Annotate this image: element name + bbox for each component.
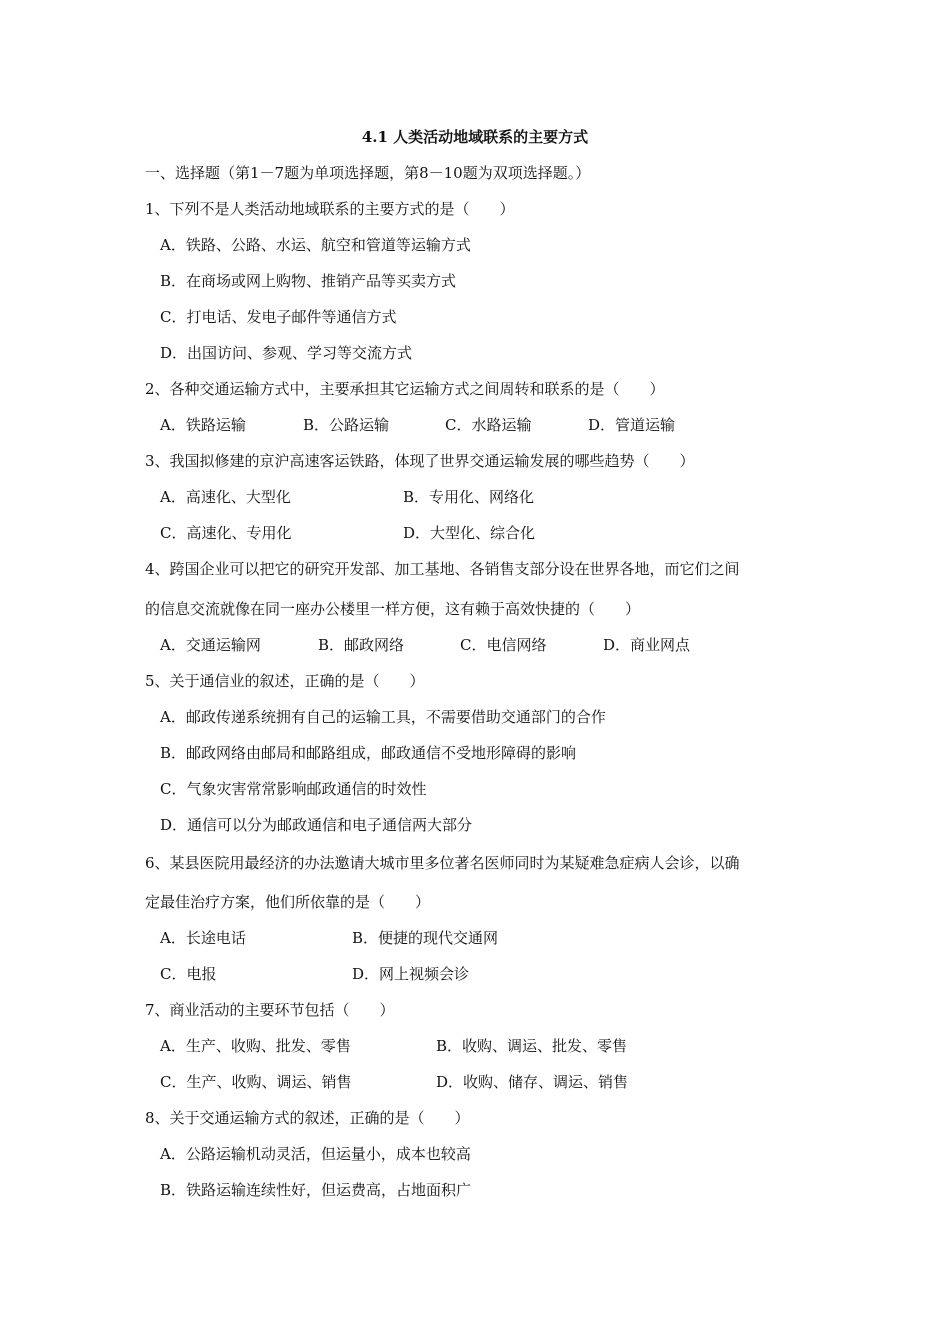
question-2-option-a: A．铁路运输 — [160, 416, 246, 434]
question-4-option-d: D．商业网点 — [603, 636, 691, 654]
question-5-stem: 5、关于通信业的叙述，正确的是（ ） — [145, 672, 425, 690]
question-3-option-d: D．大型化、综合化 — [403, 524, 536, 542]
question-6-option-a: A．长途电话 — [160, 929, 246, 947]
question-1-option-c: C．打电话、发电子邮件等通信方式 — [160, 308, 397, 326]
question-6-stem-line-2: 定最佳治疗方案，他们所依靠的是（ ） — [145, 893, 431, 911]
question-6-option-c: C．电报 — [160, 965, 217, 983]
question-2-stem: 2、各种交通运输方式中，主要承担其它运输方式之间周转和联系的是（ ） — [145, 380, 665, 398]
question-6-stem-line-1: 6、某县医院用最经济的办法邀请大城市里多位著名医师同时为某疑难急症病人会诊，以确 — [145, 854, 740, 872]
question-6-option-d: D．网上视频会诊 — [352, 965, 470, 983]
question-7-option-b: B．收购、调运、批发、零售 — [436, 1037, 628, 1055]
question-1-option-a: A．铁路、公路、水运、航空和管道等运输方式 — [160, 236, 471, 254]
question-4-option-c: C．电信网络 — [460, 636, 547, 654]
question-8-stem: 8、关于交通运输方式的叙述，正确的是（ ） — [145, 1109, 470, 1127]
question-7-option-c: C．生产、收购、调运、销售 — [160, 1073, 352, 1091]
document-title: 4.1 人类活动地域联系的主要方式 — [361, 128, 589, 146]
question-2-option-c: C．水路运输 — [445, 416, 532, 434]
question-3-option-c: C．高速化、专用化 — [160, 524, 292, 542]
question-2-option-b: B．公路运输 — [303, 416, 390, 434]
question-1-stem: 1、下列不是人类活动地域联系的主要方式的是（ ） — [145, 200, 515, 218]
question-4-option-b: B．邮政网络 — [318, 636, 405, 654]
question-5-option-a: A．邮政传递系统拥有自己的运输工具，不需要借助交通部门的合作 — [160, 708, 606, 726]
question-5-option-d: D．通信可以分为邮政通信和电子通信两大部分 — [160, 816, 473, 834]
question-7-stem: 7、商业活动的主要环节包括（ ） — [145, 1001, 395, 1019]
question-5-option-c: C．气象灾害常常影响邮政通信的时效性 — [160, 780, 427, 798]
question-2-option-d: D．管道运输 — [588, 416, 676, 434]
question-7-option-d: D．收购、储存、调运、销售 — [436, 1073, 629, 1091]
question-1-option-d: D．出国访问、参观、学习等交流方式 — [160, 344, 413, 362]
question-6-option-b: B．便捷的现代交通网 — [352, 929, 499, 947]
question-3-option-b: B．专用化、网络化 — [403, 488, 535, 506]
question-3-stem: 3、我国拟修建的京沪高速客运铁路，体现了世界交通运输发展的哪些趋势（ ） — [145, 452, 695, 470]
question-8-option-a: A．公路运输机动灵活，但运量小，成本也较高 — [160, 1145, 471, 1163]
question-4-stem-line-1: 4、跨国企业可以把它的研究开发部、加工基地、各销售支部分设在世界各地，而它们之间 — [145, 560, 740, 578]
section-heading: 一、选择题（第1－7题为单项选择题，第8－10题为双项选择题。） — [145, 164, 591, 182]
question-5-option-b: B．邮政网络由邮局和邮路组成，邮政通信不受地形障碍的影响 — [160, 744, 577, 762]
question-8-option-b: B．铁路运输连续性好，但运费高，占地面积广 — [160, 1181, 472, 1199]
question-4-option-a: A．交通运输网 — [160, 636, 261, 654]
question-1-option-b: B．在商场或网上购物、推销产品等买卖方式 — [160, 272, 457, 290]
question-7-option-a: A．生产、收购、批发、零售 — [160, 1037, 351, 1055]
question-3-option-a: A．高速化、大型化 — [160, 488, 291, 506]
question-4-stem-line-2: 的信息交流就像在同一座办公楼里一样方便，这有赖于高效快捷的（ ） — [145, 600, 641, 618]
